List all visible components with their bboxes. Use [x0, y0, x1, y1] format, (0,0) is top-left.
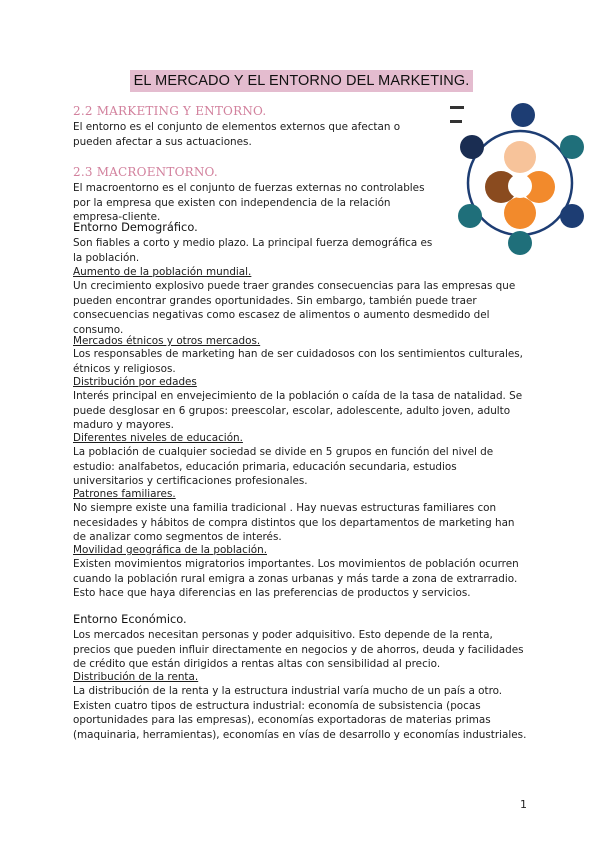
text-distribucion-renta: La distribución de la renta y la estructura industrial varía mucho de un país a otro. Existen cuatro tipos de estructura industrial: economía de subsistencia (pocas oportunidades para las empresas), economías exportadoras de materias primas (maquinaria, herramientas), economías en vías de desarrollo y economías industriales.	[73, 685, 527, 741]
diagram-label-mark	[450, 120, 462, 123]
diagram-node-left-top	[460, 135, 484, 159]
page-title: EL MERCADO Y EL ENTORNO DEL MARKETING.	[133, 73, 470, 89]
text-movilidad-geografica: Existen movimientos migratorios importantes. Los movimientos de población ocurren cuando la población rural emigra a zonas urbanas y más tarde a zona de extrarradio. Esto hace que haya diferencias en las preferencias de productos y servicios.	[73, 558, 519, 599]
section-heading-marketing-entorno: 2.2 MARKETING Y ENTORNO.	[73, 104, 267, 118]
diagram-label-mark	[450, 106, 464, 109]
page-number: 1	[520, 798, 527, 811]
section-heading-macroentorno: 2.3 MACROENTORNO.	[73, 165, 218, 179]
text-distribucion-edades: Interés principal en envejecimiento de la población o caída de la tasa de natalidad. Se puede desglosar en 6 grupos: preescolar, escolar, adolescente, adulto joven, adulto maduro y mayores.	[73, 390, 523, 431]
heading-entorno-economico: Entorno Económico.	[73, 612, 187, 626]
subheading-niveles-educacion: Diferentes niveles de educación.	[73, 432, 243, 444]
diagram-inner-top	[504, 141, 536, 173]
text-mercados-etnicos: Los responsables de marketing han de ser cuidadosos con los sentimientos culturales, étnicos y religiosos.	[73, 348, 523, 375]
subheading-aumento-poblacion: Aumento de la población mundial.	[73, 266, 252, 278]
diagram-node-right-top	[560, 135, 584, 159]
text-aumento-poblacion: Un crecimiento explosivo puede traer grandes consecuencias para las empresas que pueden encontrar grandes oportunidades. Sin embargo, también puede traer consecuencias negativas como escasez de alimentos o aumento desmedido del consumo.	[73, 280, 516, 336]
text-patrones-familiares: No siempre existe una familia tradicional . Hay nuevas estructuras familiares con necesidades y hábitos de compra distintos que los departamentos de marketing han de analizar como segmentos de interés.	[73, 502, 515, 543]
demografico-intro: Son fiables a corto y medio plazo. La principal fuerza demográfica es la población.	[73, 237, 433, 264]
subheading-patrones-familiares: Patrones familiares.	[73, 488, 176, 500]
section-text-marketing-entorno: El entorno es el conjunto de elementos externos que afectan o pueden afectar a sus actuaciones.	[73, 121, 401, 148]
diagram-node-top	[511, 103, 535, 127]
diagram-center	[508, 174, 532, 198]
diagram-node-bottom	[508, 231, 532, 255]
diagram-node-left-bottom	[458, 204, 482, 228]
section-text-macroentorno: El macroentorno es el conjunto de fuerzas externas no controlables por la empresa que existen con independencia de la relación empresa-cliente.	[73, 182, 425, 223]
subheading-distribucion-renta: Distribución de la renta.	[73, 671, 199, 683]
macroentorno-diagram	[440, 100, 590, 260]
diagram-inner-bottom	[504, 197, 536, 229]
heading-entorno-demografico: Entorno Demográfico.	[73, 220, 198, 234]
diagram-node-right-bottom	[560, 204, 584, 228]
text-niveles-educacion: La población de cualquier sociedad se divide en 5 grupos en función del nivel de estudio: analfabetos, educación primaria, educación secundaria, estudios universitarios y certificaciones profesionales.	[73, 446, 494, 487]
subheading-distribucion-edades: Distribución por edades	[73, 376, 197, 388]
subheading-mercados-etnicos: Mercados étnicos y otros mercados.	[73, 335, 261, 347]
economico-intro: Los mercados necesitan personas y poder adquisitivo. Esto depende de la renta, precios que pueden influir directamente en negocios y de ahorros, deuda y facilidades de crédito que están dirigidos a rentas altas con sensibilidad al precio.	[73, 629, 524, 670]
subheading-movilidad-geografica: Movilidad geográfica de la población.	[73, 544, 267, 556]
